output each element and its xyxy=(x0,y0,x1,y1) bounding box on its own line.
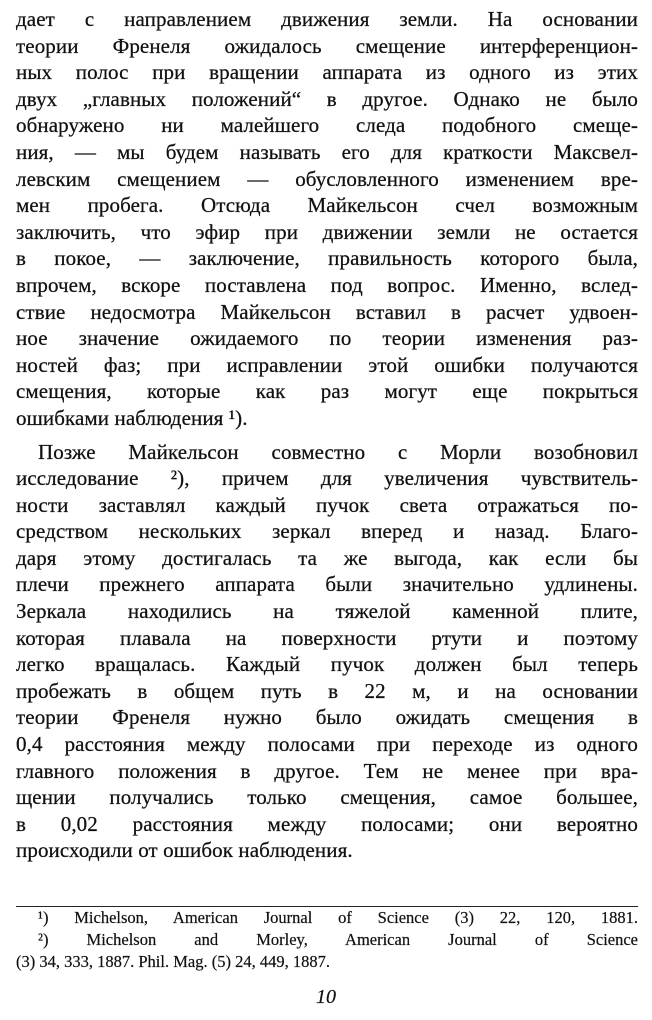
text-line: Позже Майкельсон совместно с Морли возобновил xyxy=(38,439,638,464)
text-line: даря этому достигалась та же выгода, как если бы xyxy=(16,545,638,570)
text-line: левским смещением — обусловленного изменением вре- xyxy=(16,166,638,191)
text-line: ное значение ожидаемого по теории изменения раз- xyxy=(16,326,638,351)
text-line: происходили от ошибок наблюдения. xyxy=(16,838,353,863)
text-line: заключить, что эфир при движении земли не остается xyxy=(16,219,638,244)
text-line: обнаружено ни малейшего следа подобного смеще- xyxy=(16,113,638,138)
text-line: ных полос при вращении аппарата из одного из этих xyxy=(16,60,638,85)
footnote-2: ²) Michelson and Morley, American Journal of Science xyxy=(38,930,638,949)
text-line: мен пробега. Отсюда Майкельсон счел возможным xyxy=(16,193,638,218)
footnote-2-continued: (3) 34, 333, 1887. Phil. Mag. (5) 24, 449, 1887. xyxy=(16,952,330,971)
text-line: в 0,02 расстояния между полосами; они вероятно xyxy=(16,811,638,836)
text-line: исследование ²), причем для увеличения чувствитель- xyxy=(16,466,638,491)
text-line: впрочем, вскоре поставлена под вопрос. Именно, вслед- xyxy=(16,272,638,297)
text-line: щении получались только смещения, самое большее, xyxy=(16,785,638,810)
text-line: ности заставлял каждый пучок света отражаться по- xyxy=(16,492,638,517)
paragraph-2 xyxy=(16,439,638,865)
text-line: главного положения в другое. Тем не менее при вра- xyxy=(16,758,638,783)
text-line: 0,4 расстояния между полосами при переходе из одного xyxy=(16,732,638,757)
text-line: теории Френеля ожидалось смещение интерференцион- xyxy=(16,33,638,58)
text-line: ошибками наблюдения ¹). xyxy=(16,405,248,430)
text-line: дает с направлением движения земли. На основании xyxy=(16,7,638,31)
text-line: легко вращалась. Каждый пучок должен был теперь xyxy=(16,652,638,677)
text-line: теории Френеля нужно было ожидать смещения в xyxy=(16,705,638,730)
text-line: средством нескольких зеркал вперед и назад. Благо- xyxy=(16,519,638,544)
footnotes xyxy=(16,906,638,973)
text-line: ния, — мы будем называть его для краткости Максвел- xyxy=(16,139,638,164)
text-line: ностей фаз; при исправлении этой ошибки получаются xyxy=(16,352,638,377)
page-number: 10 xyxy=(316,986,336,1008)
text-line: двух „главных положений“ в другое. Однако не было xyxy=(16,86,638,111)
text-line: пробежать в общем путь в 22 м, и на основании xyxy=(16,678,638,703)
paragraph-1 xyxy=(16,6,638,432)
text-line: смещения, которые как раз могут еще покрыться xyxy=(16,379,638,404)
footnote-1: ¹) Michelson, American Journal of Science (3) 22, 120, 1881. xyxy=(38,908,638,927)
text-line: Зеркала находились на тяжелой каменной плите, xyxy=(16,599,638,624)
text-line: ствие недосмотра Майкельсон вставил в расчет удвоен- xyxy=(16,299,638,324)
text-line: плечи прежнего аппарата были значительно удлинены. xyxy=(16,572,638,597)
text-line: в покое, — заключение, правильность которого была, xyxy=(16,246,638,271)
page-body xyxy=(16,6,638,864)
text-line: которая плавала на поверхности ртути и поэтому xyxy=(16,625,638,650)
